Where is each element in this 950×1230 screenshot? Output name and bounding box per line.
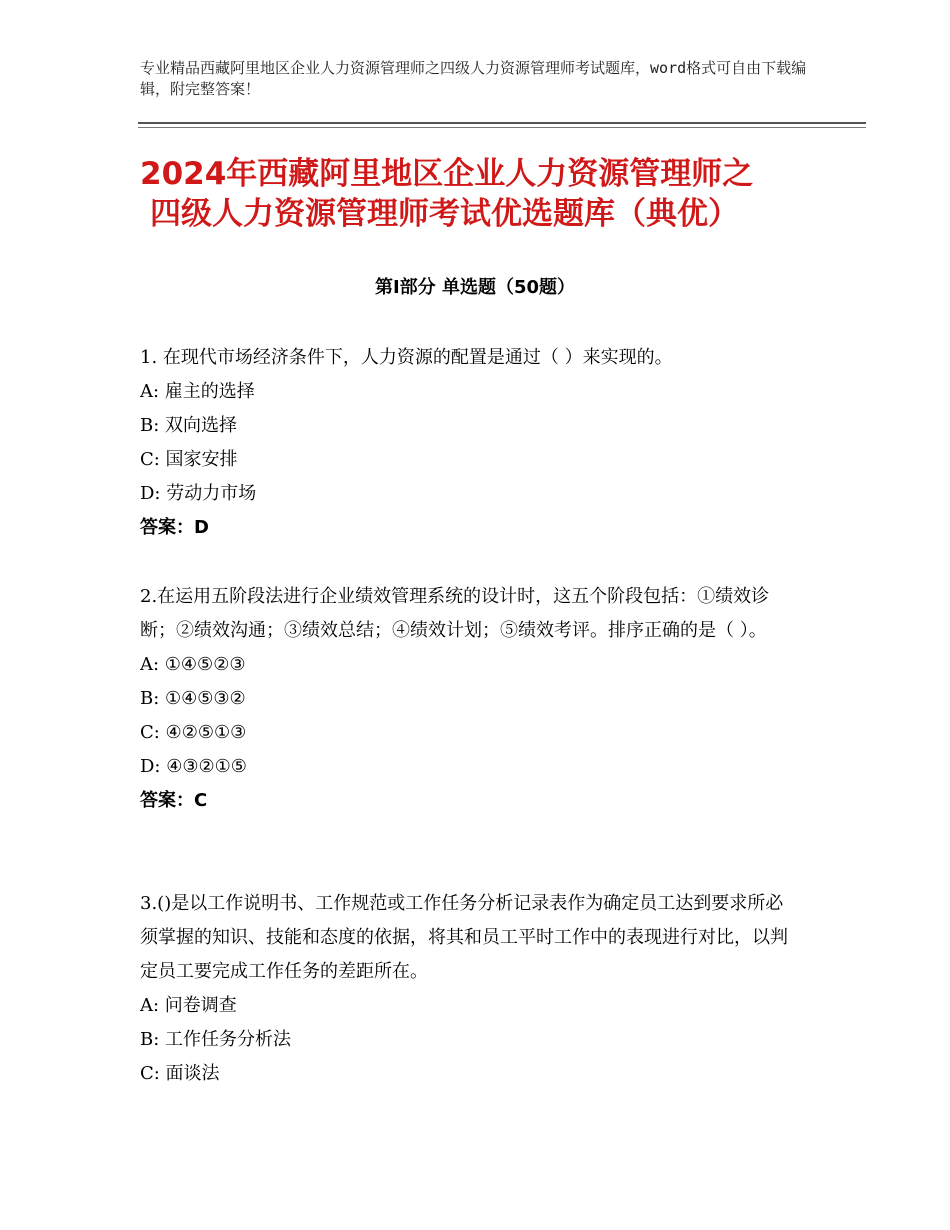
- question-stem: 2.在运用五阶段法进行企业绩效管理系统的设计时，这五个阶段包括：①绩效诊断；②绩效沟通；③绩效总结；④绩效计划；⑤绩效考评。排序正确的是（ ）。: [140, 586, 770, 641]
- option-c: C: 面谈法: [140, 1063, 220, 1084]
- option-c: C: 国家安排: [140, 449, 238, 470]
- header-divider-thin: [138, 127, 866, 128]
- answer: 答案：C: [140, 790, 208, 811]
- question-stem: 1. 在现代市场经济条件下，人力资源的配置是通过（ ）来实现的。: [140, 347, 673, 368]
- question-stem: 3.()是以工作说明书、工作规范或工作任务分析记录表作为确定员工达到要求所必须掌握的知识、技能和态度的依据，将其和员工平时工作中的表现进行对比，以判定员工要完成工作任务的差距所在。: [140, 893, 788, 982]
- answer: 答案：D: [140, 517, 209, 538]
- option-d: D: ④③②①⑤: [140, 756, 247, 777]
- option-b: B: 双向选择: [140, 415, 238, 436]
- question-1: [140, 341, 800, 545]
- header-note: 专业精品西藏阿里地区企业人力资源管理师之四级人力资源管理师考试题库，word格式可自由下载编辑，附完整答案！: [140, 59, 807, 98]
- option-a: A: ①④⑤②③: [140, 654, 246, 675]
- option-b: B: ①④⑤③②: [140, 688, 246, 709]
- option-d: D: 劳动力市场: [140, 483, 257, 504]
- option-c: C: ④②⑤①③: [140, 722, 247, 743]
- header-divider-thick: [138, 122, 866, 124]
- document-title: [140, 154, 840, 234]
- question-3: [140, 887, 800, 1091]
- section-title: 第Ⅰ部分 单选题（50题）: [374, 277, 575, 298]
- title-line-2: 四级人力资源管理师考试优选题库（典优）: [150, 196, 739, 232]
- option-a: A: 问卷调查: [140, 995, 237, 1016]
- title-line-1: 2024年西藏阿里地区企业人力资源管理师之: [140, 156, 754, 192]
- question-2: [140, 580, 800, 818]
- option-b: B: 工作任务分析法: [140, 1029, 292, 1050]
- option-a: A: 雇主的选择: [140, 381, 255, 402]
